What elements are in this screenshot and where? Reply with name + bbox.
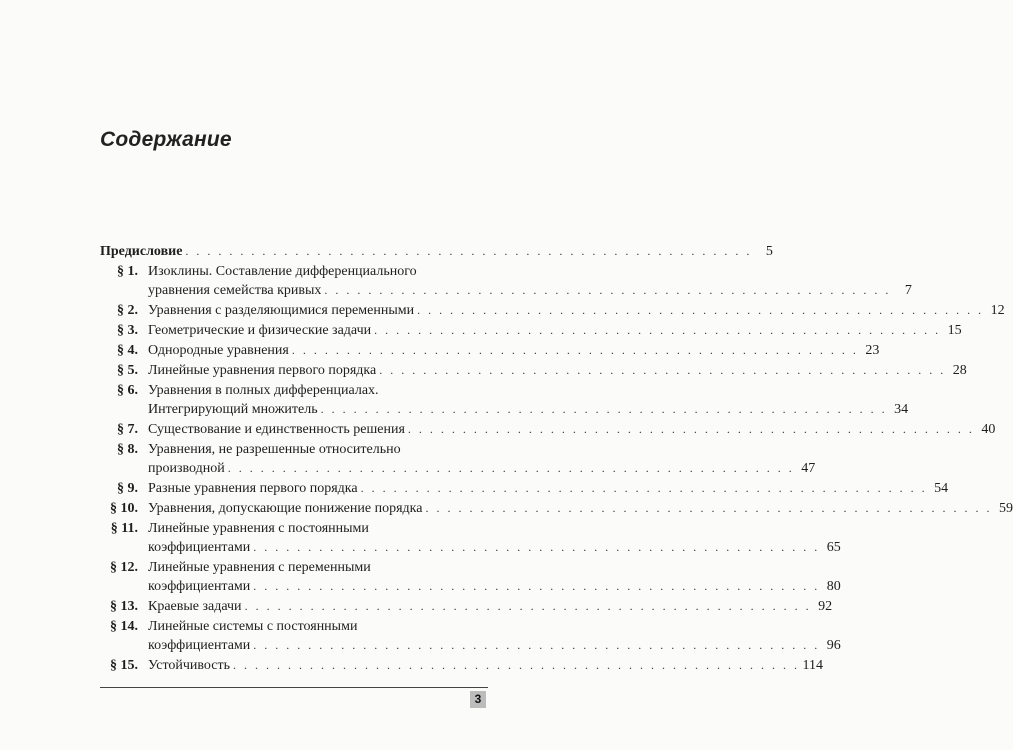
- section-title: Линейные уравнения с постоянными: [148, 521, 369, 536]
- section-title: коэффициентами: [148, 579, 251, 594]
- page-ref: 28: [952, 363, 967, 378]
- leader-dots: . . . . . . . . . . . . . . . . . . . . . . . . . . . . . . . . . . . . . . . . . . . . . . . . . . . .: [253, 540, 820, 554]
- table-of-contents: [100, 242, 1013, 676]
- section-title: Разные уравнения первого порядка: [148, 481, 358, 496]
- page-ref: 23: [865, 343, 880, 358]
- section-number: § 9.: [117, 481, 138, 496]
- toc-preface-page: 5: [765, 244, 773, 259]
- section-number: § 3.: [117, 323, 138, 338]
- toc-entry[interactable]: [100, 558, 841, 596]
- page-ref: 80: [826, 579, 841, 594]
- leader-dots: . . . . . . . . . . . . . . . . . . . . . . . . . . . . . . . . . . . . . . . . . . . . . . . . . . . .: [425, 501, 992, 515]
- leader-dots: . . . . . . . . . . . . . . . . . . . . . . . . . . . . . . . . . . . . . . . . . . . . . . . . . . . .: [320, 402, 888, 416]
- section-number: § 4.: [117, 343, 138, 358]
- leader-dots: . . . . . . . . . . . . . . . . . . . . . . . . . . . . . . . . . . . . . . . . . . . . . . . . . . . .: [374, 323, 941, 337]
- section-number: § 5.: [117, 363, 138, 378]
- section-title: Интегрирующий множитель: [148, 402, 318, 417]
- section-title: Краевые задачи: [148, 599, 242, 614]
- leader-dots: . . . . . . . . . . . . . . . . . . . . . . . . . . . . . . . . . . . . . . . . . . . . . . . . . . . .: [291, 343, 859, 357]
- section-number: § 8.: [117, 442, 138, 457]
- section-title: коэффициентами: [148, 638, 251, 653]
- page-title: Содержание: [100, 128, 232, 151]
- leader-dots: . . . . . . . . . . . . . . . . . . . . . . . . . . . . . . . . . . . . . . . . . . . . . . . . . . . .: [227, 461, 795, 475]
- page-ref: 59: [998, 501, 1013, 516]
- section-title: Линейные уравнения первого порядка: [148, 363, 377, 378]
- leader-dots: . . . . . . . . . . . . . . . . . . . . . . . . . . . . . . . . . . . . . . . . . . . . . . . . . . . .: [324, 283, 891, 297]
- leader-dots: . . . . . . . . . . . . . . . . . . . . . . . . . . . . . . . . . . . . . . . . . . . . . . . . . . . .: [253, 638, 820, 652]
- page-ref: 92: [818, 599, 833, 614]
- toc-entry[interactable]: [100, 381, 909, 419]
- section-number: § 12.: [110, 560, 138, 575]
- toc-entry-preface[interactable]: [100, 242, 773, 261]
- section-title: Существование и единственность решения: [148, 422, 405, 437]
- leader-dots: . . . . . . . . . . . . . . . . . . . . . . . . . . . . . . . . . . . . . . . . . . . . . . . . . . . .: [232, 658, 800, 672]
- page-ref: 12: [990, 303, 1005, 318]
- page-ref: 96: [826, 638, 841, 653]
- section-number: § 2.: [117, 303, 138, 318]
- section-title: Однородные уравнения: [148, 343, 289, 358]
- section-number: § 10.: [110, 501, 138, 516]
- section-title: Линейные уравнения с переменными: [148, 560, 371, 575]
- toc-entry[interactable]: [100, 656, 823, 675]
- leader-dots: . . . . . . . . . . . . . . . . . . . . . . . . . . . . . . . . . . . . . . . . . . . . . . . . . . . .: [407, 422, 975, 436]
- section-number: § 6.: [117, 383, 138, 398]
- section-number: § 11.: [110, 521, 138, 536]
- page-ref: 54: [934, 481, 949, 496]
- page-ref: 114: [802, 658, 823, 673]
- toc-entry[interactable]: [100, 341, 880, 360]
- leader-dots: . . . . . . . . . . . . . . . . . . . . . . . . . . . . . . . . . . . . . . . . . . . . . . . . . . . .: [244, 599, 812, 613]
- toc-entry[interactable]: [100, 262, 912, 300]
- page-ref: 40: [981, 422, 996, 437]
- toc-entry[interactable]: [100, 617, 841, 655]
- page-ref: 65: [826, 540, 841, 555]
- leader-dots: . . . . . . . . . . . . . . . . . . . . . . . . . . . . . . . . . . . . . . . . . . . . . . . . . . . .: [360, 481, 928, 495]
- section-number: § 13.: [110, 599, 138, 614]
- section-title: коэффициентами: [148, 540, 251, 555]
- footer-rule: [100, 687, 488, 688]
- section-title: производной: [148, 461, 225, 476]
- section-title: Устойчивость: [148, 658, 230, 673]
- section-number: § 14.: [110, 619, 138, 634]
- toc-entry[interactable]: [100, 519, 841, 557]
- leader-dots: . . . . . . . . . . . . . . . . . . . . . . . . . . . . . . . . . . . . . . . . . . . . . . . . . . . .: [417, 303, 984, 317]
- section-number: § 1.: [117, 264, 138, 279]
- leader-dots: . . . . . . . . . . . . . . . . . . . . . . . . . . . . . . . . . . . . . . . . . . . . . . . . . . . .: [379, 363, 946, 377]
- section-title: Уравнения с разделяющимися переменными: [148, 303, 415, 318]
- leader-dots: . . . . . . . . . . . . . . . . . . . . . . . . . . . . . . . . . . . . . . . . . . . . . . . . . . . .: [185, 244, 752, 258]
- toc-preface-label: Предисловие: [100, 244, 183, 259]
- toc-entry[interactable]: [100, 479, 949, 498]
- section-title: уравнения семейства кривых: [148, 283, 322, 298]
- section-number: § 15.: [110, 658, 138, 673]
- page-ref: 47: [801, 461, 816, 476]
- page-ref: 34: [894, 402, 909, 417]
- page-number: 3: [470, 691, 486, 708]
- page-ref: 15: [947, 323, 962, 338]
- leader-dots: . . . . . . . . . . . . . . . . . . . . . . . . . . . . . . . . . . . . . . . . . . . . . . . . . . . .: [253, 579, 820, 593]
- toc-entry[interactable]: [100, 361, 967, 380]
- toc-entry[interactable]: [100, 499, 1013, 518]
- toc-entry[interactable]: [100, 420, 996, 439]
- toc-entry[interactable]: [100, 321, 962, 340]
- section-title: Геометрические и физические задачи: [148, 323, 372, 338]
- toc-entry[interactable]: [100, 440, 816, 478]
- section-number: § 7.: [117, 422, 138, 437]
- toc-entry[interactable]: [100, 301, 1005, 320]
- section-title: Изоклины. Составление дифференциального: [148, 264, 417, 279]
- section-title: Уравнения в полных дифференциалах.: [148, 383, 379, 398]
- section-title: Линейные системы с постоянными: [148, 619, 358, 634]
- section-title: Уравнения, допускающие понижение порядка: [148, 501, 423, 516]
- toc-entries: [100, 262, 1013, 675]
- page-ref: 7: [904, 283, 912, 298]
- toc-entry[interactable]: [100, 597, 833, 616]
- section-title: Уравнения, не разрешенные относительно: [148, 442, 401, 457]
